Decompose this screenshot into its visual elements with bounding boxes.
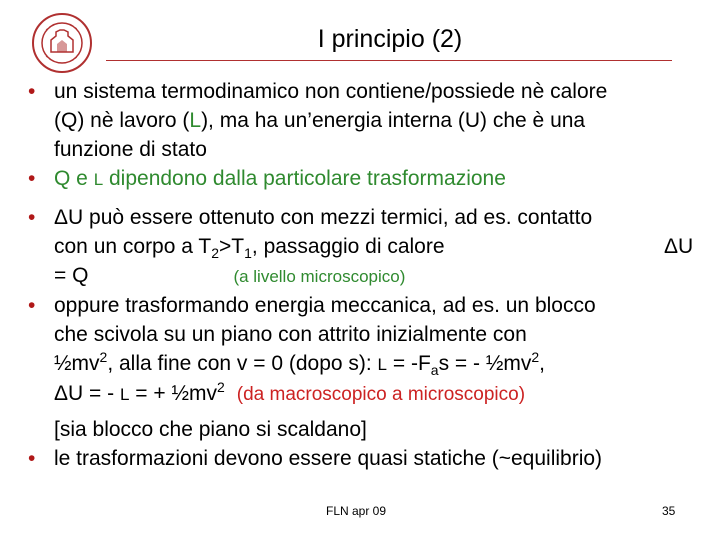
text-run: Q e (54, 167, 94, 190)
text-run: , passaggio di calore (251, 235, 445, 258)
bullet-item (0, 203, 720, 291)
bullet-marker: • (28, 80, 36, 103)
bullet-marker: • (28, 206, 36, 229)
bullet-item (0, 291, 720, 444)
subscript: 1 (244, 245, 252, 262)
bullet-marker: • (28, 447, 36, 470)
superscript: 2 (531, 349, 540, 365)
text-run: ΔU (664, 235, 694, 258)
annotation-text: (da macroscopico a microscopico) (236, 384, 526, 405)
bullet-line (54, 349, 720, 379)
university-seal-logo (24, 12, 100, 74)
text-run: , alla fine con v = 0 (dopo s): (107, 352, 378, 375)
bullet-item (0, 444, 720, 473)
bullet-line: funzione di stato (54, 138, 207, 161)
page-number: 35 (662, 504, 676, 518)
bullet-line (54, 261, 720, 291)
text-run: = -F (387, 352, 431, 375)
bullet-group-1 (0, 77, 720, 194)
bullet-line: le trasformazioni devono essere quasi statiche (~equilibrio) (54, 447, 603, 470)
bullet-item (0, 77, 720, 164)
text-run: dipendono dalla particolare trasformazione (103, 167, 506, 190)
superscript: 2 (216, 379, 225, 395)
subscript: 2 (211, 245, 220, 262)
bullet-line: un sistema termodinamico non contiene/possiede nè calore (54, 80, 608, 103)
bullet-line (54, 106, 720, 135)
bullet-line: oppure trasformando energia meccanica, ad es. un blocco (54, 294, 596, 317)
text-run: s = - ½mv (438, 352, 532, 375)
bullet-item (0, 164, 720, 194)
text-run: , (539, 352, 545, 375)
bullet-line (54, 232, 720, 261)
work-symbol: L (119, 385, 130, 404)
bullet-line: [sia blocco che piano si scaldano] (54, 418, 367, 441)
work-symbol: L (93, 170, 104, 189)
slide-title: I principio (2) (317, 25, 463, 53)
text-run: ΔU = - (54, 382, 120, 405)
bullet-line: che scivola su un piano con attrito inizialmente con (54, 323, 527, 346)
annotation-text: (a livello microscopico) (233, 267, 406, 286)
text-run: >T (219, 235, 245, 258)
bullet-group-2 (0, 203, 720, 473)
text-run: ½mv (54, 352, 100, 375)
bullet-line (54, 164, 720, 194)
work-symbol: L (377, 355, 388, 374)
subscript: a (430, 362, 439, 379)
text-run: = + ½mv (129, 382, 217, 405)
bullet-line: ΔU può essere ottenuto con mezzi termici, ad es. contatto (54, 206, 593, 229)
work-symbol: L (189, 109, 202, 132)
bullet-marker: • (28, 294, 36, 317)
title-divider (106, 60, 672, 61)
bullet-marker: • (28, 167, 36, 190)
bullet-line (54, 379, 720, 409)
text-run: (Q) nè lavoro ( (54, 109, 190, 132)
text-run: ), ma ha un’energia interna (U) che è una (201, 109, 586, 132)
text-run: con un corpo a T (54, 235, 212, 258)
footer-label: FLN apr 09 (326, 504, 387, 518)
text-run: = Q (54, 264, 89, 287)
superscript: 2 (99, 349, 108, 365)
